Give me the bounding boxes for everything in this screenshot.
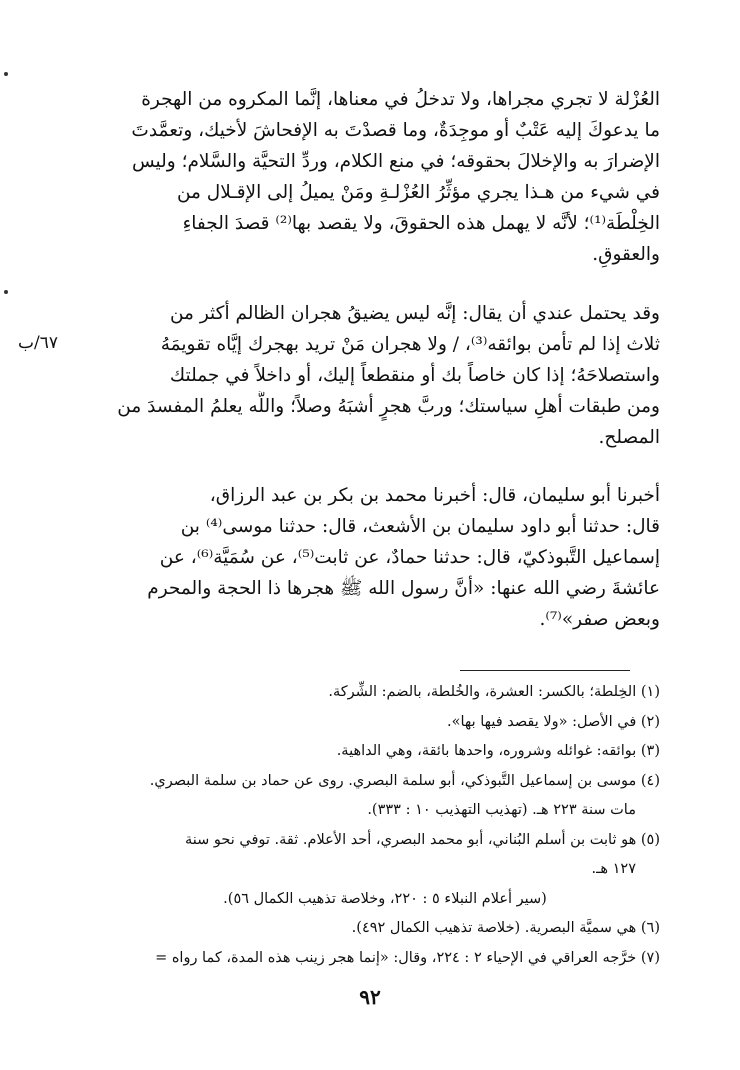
margin-mark [4,72,8,76]
text-line: الإضرارَ به والإخلالَ بحقوقه؛ في منع الكلام، وردِّ التحيَّة والسَّلام؛ وليس [131,151,660,172]
footnote-line: مات سنة ٢٢٣ هـ. (تهذيب التهذيب ١٠ : ٣٣٣). [367,802,636,818]
footnote-line: ١٢٧ هـ. [591,861,636,877]
text-line: الخِلْطَة⁽¹⁾؛ لأنَّه لا يهمل هذه الحقوقَ، ولا يقصد بها⁽²⁾ قصدَ الجفاءِ [182,213,660,234]
text-line: والعقوقِ. [592,244,660,265]
footnote-line: (٧) خرَّجه العراقي في الإحياء ٢ : ٢٢٤، وقال: «إنما هجر زينب هذه المدة، كما رواه = [155,949,660,966]
text-line: ثلاث إذا لم تأمن بوائقه⁽³⁾، / ولا هجران مَنْ تريد بهجرك إيَّاه تقويمَهُ [160,334,660,355]
footnote-line: (٢) في الأصل: «ولا يقصد فيها بها». [447,713,660,730]
text-line: أخبرنا أبو سليمان، قال: أخبرنا محمد بن بكر بن عبد الرزاق، [209,485,660,506]
paragraph-3 [70,480,660,635]
text-line: وبعض صفر»⁽⁷⁾. [539,609,660,630]
text-line: العُزْلة لا تجري مجراها، ولا تدخلُ في معناها، إنَّما المكروه من الهجرة [141,89,660,110]
text-line: وقد يحتمل عندي أن يقال: إنَّه ليس يضيقُ هجران الظالم أكثر من [169,303,660,324]
footnote-line: (٤) موسى بن إسماعيل التَّبوذكي، أبو سلمة البصري. روى عن حماد بن سلمة البصري. [149,772,660,789]
text-line: ومن طبقات أهلِ سياستك؛ وربَّ هجرٍ أشبَهُ وصلاً؛ واللَّه يعلمُ المفسدَ من [117,396,660,417]
text-line: إسماعيل التَّبوذكيّ، قال: حدثنا حمادٌ، عن ثابت⁽⁵⁾، عن سُمَيَّة⁽⁶⁾، عن [159,547,660,568]
paragraph-1 [70,84,660,270]
text-line: واستصلاحَهُ؛ إذا كان خاصاً بك أو منقطعاً إليك، أو داخلاً في جملتك [169,365,660,386]
footnote-line: (٦) هي سميَّة البصرية. (خلاصة تذهيب الكمال ٤٩٢). [351,920,660,936]
text-line: ما يدعوكَ إليه عَتْبٌ أو موجِدَةٌ، وما قصدْتَ به الإفحاشَ لأخيك، وتعمَّدتَ [131,120,660,141]
text-line: في شيء من هـذا يجري مؤثِّرُ العُزْلـةِ ومَنْ يميلُ إلى الإقـلال من [176,182,660,203]
page-number: ٩٢ [359,985,381,1009]
text-line: قال: حدثنا أبو داود سليمان بن الأشعث، قال: حدثنا موسى⁽⁴⁾ بن [180,516,660,537]
footnote-divider [460,670,630,671]
text-line: المصلح. [598,427,660,448]
manuscript-folio-marker: ٦٧/ب [18,333,58,353]
footnotes [70,678,660,973]
footnote-line: (٣) بوائقه: غوائله وشروره، واحدها بائقة، وهي الداهية. [336,743,660,759]
paragraph-2 [70,298,660,453]
footnote-line: (١) الخِلطة؛ بالكسر: العشرة، والخُلطة، بالضم: الشِّركة. [328,684,660,700]
footnote-line: (سير أعلام النبلاء ٥ : ٢٢٠، وخلاصة تذهيب الكمال ٥٦). [223,890,547,907]
text-line: عائشةَ رضي الله عنها: «أنَّ رسول الله ﷺ هجرها ذا الحجة والمحرم [147,578,660,599]
margin-mark [4,290,8,294]
footnote-line: (٥) هو ثابت بن أسلم البُناني، أبو محمد البصري، أحد الأعلام. ثقة. توفي نحو سنة [184,831,660,848]
